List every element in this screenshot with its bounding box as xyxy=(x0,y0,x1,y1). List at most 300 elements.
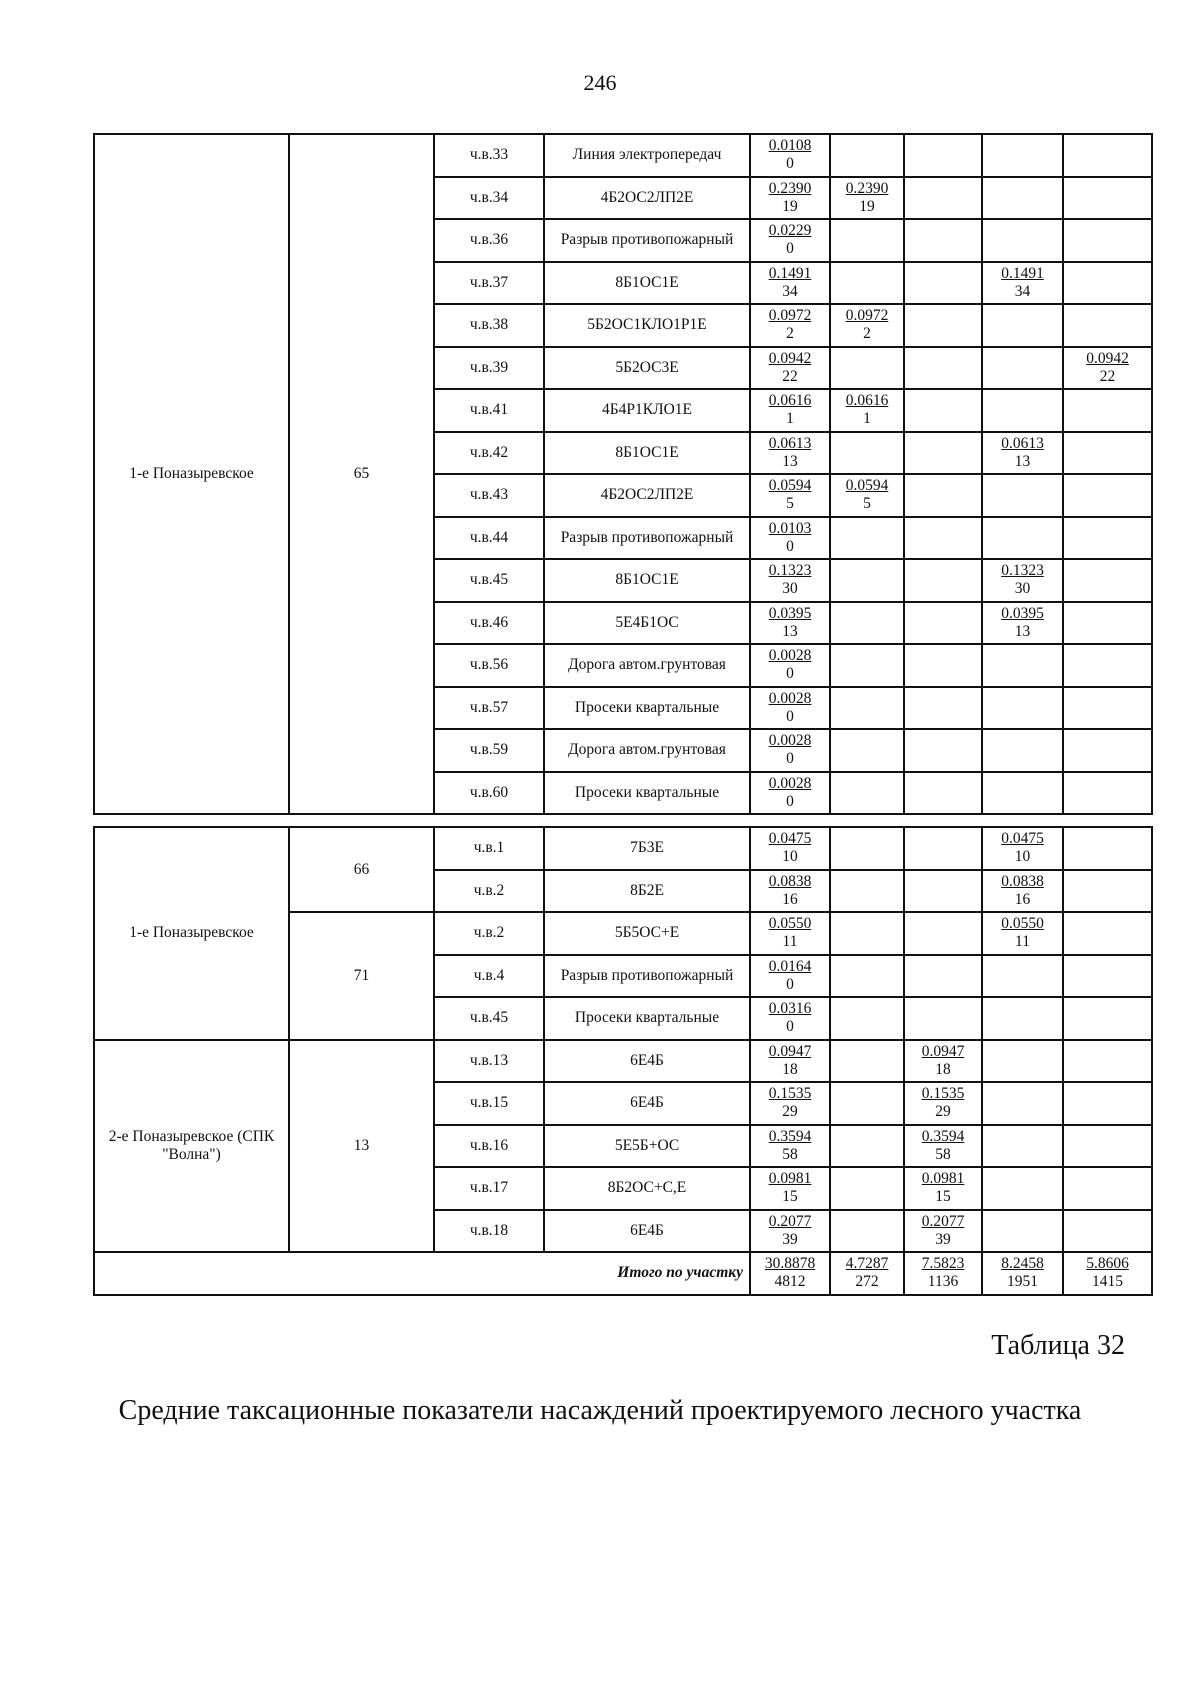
value-cell-3 xyxy=(904,474,982,517)
value-cell-2 xyxy=(830,1167,904,1210)
value-cell-1 xyxy=(750,219,830,262)
area-value: 0.3594 xyxy=(921,1127,965,1145)
area-stock-fraction xyxy=(769,1043,812,1079)
stock-value: 5 xyxy=(786,495,794,513)
unit-cell: ч.в.34 xyxy=(434,177,544,220)
value-cell-5 xyxy=(1063,304,1152,347)
value-cell-5 xyxy=(1063,517,1152,560)
stock-value: 0 xyxy=(786,665,794,683)
value-cell-2 xyxy=(830,997,904,1040)
value-cell-4 xyxy=(982,687,1063,730)
area-value: 0.2390 xyxy=(768,179,812,197)
value-cell-3 xyxy=(904,1040,982,1083)
area-stock-fraction xyxy=(846,392,889,428)
value-cell-2 xyxy=(830,262,904,305)
value-cell-3 xyxy=(904,1210,982,1253)
area-stock-fraction xyxy=(769,520,812,556)
value-cell-3 xyxy=(904,955,982,998)
stock-value: 39 xyxy=(935,1230,951,1248)
value-cell-2 xyxy=(830,870,904,913)
value-cell-2 xyxy=(830,955,904,998)
stock-value: 30 xyxy=(1014,580,1031,598)
composition-cell: 4Б2ОС2ЛП2Е xyxy=(544,177,750,220)
unit-cell: ч.в.42 xyxy=(434,432,544,475)
value-cell-2 xyxy=(830,347,904,390)
value-cell-5 xyxy=(1063,687,1152,730)
composition-cell: 8Б1ОС1Е xyxy=(544,432,750,475)
stock-value: 39 xyxy=(782,1230,798,1248)
composition-cell: Просеки квартальные xyxy=(544,772,750,815)
area-stock-fraction xyxy=(1001,915,1044,951)
quarter-cell: 66 xyxy=(289,827,434,912)
value-cell-4 xyxy=(982,389,1063,432)
stock-value: 22 xyxy=(1099,367,1116,385)
area-value: 0.2077 xyxy=(921,1212,965,1230)
value-cell-5 xyxy=(1063,729,1152,772)
value-cell-3 xyxy=(904,602,982,645)
area-value: 0.2390 xyxy=(845,179,889,197)
value-cell-4 xyxy=(982,517,1063,560)
value-cell-4 xyxy=(982,1040,1063,1083)
area-stock-fraction xyxy=(1086,350,1129,386)
value-cell-2 xyxy=(830,1252,904,1295)
area-value: 0.1535 xyxy=(921,1085,965,1103)
value-cell-4 xyxy=(982,219,1063,262)
area-value: 4.7287 xyxy=(845,1255,889,1273)
area-stock-fraction xyxy=(769,775,812,811)
area-stock-fraction xyxy=(769,180,812,216)
quarter-cell: 71 xyxy=(289,912,434,1040)
area-stock-fraction xyxy=(769,1213,812,1249)
value-cell-4 xyxy=(982,955,1063,998)
stock-value: 5 xyxy=(863,495,871,513)
value-cell-2 xyxy=(830,304,904,347)
area-stock-fraction xyxy=(1001,562,1044,598)
composition-cell: 5Б2ОС1КЛО1Р1Е xyxy=(544,304,750,347)
forestry-cell: 1-е Поназыревское xyxy=(94,827,289,1040)
composition-cell: 5Е5Б+ОС xyxy=(544,1125,750,1168)
composition-cell: Линия электропередач xyxy=(544,134,750,177)
value-cell-1 xyxy=(750,432,830,475)
total-label: Итого по участку xyxy=(94,1252,750,1295)
area-value: 5.8606 xyxy=(1086,1255,1129,1273)
area-stock-fraction xyxy=(769,137,812,173)
value-cell-1 xyxy=(750,134,830,177)
composition-cell: 5Б2ОС3Е xyxy=(544,347,750,390)
value-cell-4 xyxy=(982,602,1063,645)
value-cell-4 xyxy=(982,262,1063,305)
area-stock-fraction xyxy=(769,1128,812,1164)
total-row xyxy=(94,1252,1152,1295)
composition-cell: Дорога автом.грунтовая xyxy=(544,644,750,687)
unit-cell: ч.в.36 xyxy=(434,219,544,262)
composition-cell: Просеки квартальные xyxy=(544,687,750,730)
value-cell-3 xyxy=(904,687,982,730)
composition-cell: Разрыв противопожарный xyxy=(544,219,750,262)
area-value: 0.0028 xyxy=(768,732,812,750)
value-cell-1 xyxy=(750,729,830,772)
stock-value: 2 xyxy=(863,325,871,343)
value-cell-5 xyxy=(1063,474,1152,517)
area-value: 0.0103 xyxy=(768,519,812,537)
value-cell-2 xyxy=(830,912,904,955)
stock-value: 1 xyxy=(786,410,794,428)
stock-value: 34 xyxy=(782,282,798,300)
value-cell-1 xyxy=(750,262,830,305)
composition-cell: 5Б5ОС+Е xyxy=(544,912,750,955)
value-cell-2 xyxy=(830,772,904,815)
stock-value: 18 xyxy=(935,1060,951,1078)
stock-value: 0 xyxy=(786,792,794,810)
area-stock-fraction xyxy=(769,690,812,726)
page-number: 246 xyxy=(583,70,617,95)
value-cell-3 xyxy=(904,517,982,560)
area-stock-fraction xyxy=(769,647,812,683)
value-cell-1 xyxy=(750,347,830,390)
value-cell-3 xyxy=(904,559,982,602)
forestry-cell: 1-е Поназыревское xyxy=(94,134,289,814)
area-value: 0.0594 xyxy=(768,477,812,495)
area-stock-fraction xyxy=(922,1170,965,1206)
value-cell-3 xyxy=(904,1167,982,1210)
value-cell-1 xyxy=(750,602,830,645)
area-stock-fraction xyxy=(769,873,812,909)
value-cell-2 xyxy=(830,602,904,645)
area-stock-fraction xyxy=(846,1255,889,1291)
value-cell-1 xyxy=(750,474,830,517)
area-stock-fraction xyxy=(769,265,812,301)
value-cell-3 xyxy=(904,1125,982,1168)
value-cell-1 xyxy=(750,955,830,998)
value-cell-3 xyxy=(904,134,982,177)
value-cell-3 xyxy=(904,1252,982,1295)
value-cell-5 xyxy=(1063,134,1152,177)
value-cell-4 xyxy=(982,177,1063,220)
value-cell-1 xyxy=(750,772,830,815)
value-cell-1 xyxy=(750,559,830,602)
unit-cell: ч.в.59 xyxy=(434,729,544,772)
area-value: 0.0616 xyxy=(845,392,889,410)
stock-value: 0 xyxy=(786,537,794,555)
area-stock-fraction xyxy=(765,1255,815,1291)
value-cell-5 xyxy=(1063,870,1152,913)
value-cell-3 xyxy=(904,772,982,815)
composition-cell: 6Е4Б xyxy=(544,1210,750,1253)
composition-cell: Разрыв противопожарный xyxy=(544,517,750,560)
value-cell-4 xyxy=(982,347,1063,390)
value-cell-4 xyxy=(982,827,1063,870)
area-stock-fraction xyxy=(846,180,889,216)
value-cell-1 xyxy=(750,304,830,347)
area-stock-fraction xyxy=(769,1000,812,1036)
stock-value: 11 xyxy=(1015,933,1030,951)
value-cell-2 xyxy=(830,389,904,432)
value-cell-5 xyxy=(1063,262,1152,305)
value-cell-5 xyxy=(1063,1210,1152,1253)
value-cell-4 xyxy=(982,559,1063,602)
area-value: 0.3594 xyxy=(768,1127,812,1145)
unit-cell: ч.в.45 xyxy=(434,997,544,1040)
area-stock-fraction xyxy=(846,477,889,513)
value-cell-4 xyxy=(982,1125,1063,1168)
value-cell-3 xyxy=(904,827,982,870)
area-value: 0.0972 xyxy=(845,307,889,325)
composition-cell: 8Б1ОС1Е xyxy=(544,559,750,602)
stock-value: 10 xyxy=(1014,848,1031,866)
area-value: 0.0108 xyxy=(768,137,812,155)
area-value: 0.0028 xyxy=(768,647,812,665)
unit-cell: ч.в.1 xyxy=(434,827,544,870)
value-cell-4 xyxy=(982,432,1063,475)
area-stock-fraction xyxy=(769,350,812,386)
stock-value: 15 xyxy=(935,1188,951,1206)
area-stock-fraction xyxy=(769,958,812,994)
value-cell-4 xyxy=(982,1210,1063,1253)
value-cell-2 xyxy=(830,729,904,772)
area-stock-fraction xyxy=(1001,265,1044,301)
area-stock-fraction xyxy=(769,732,812,768)
value-cell-1 xyxy=(750,177,830,220)
value-cell-4 xyxy=(982,304,1063,347)
area-value: 0.0475 xyxy=(1001,830,1044,848)
value-cell-4 xyxy=(982,1082,1063,1125)
unit-cell: ч.в.57 xyxy=(434,687,544,730)
area-value: 0.1323 xyxy=(1001,562,1044,580)
value-cell-3 xyxy=(904,389,982,432)
section-heading: Средние таксационные показатели насаждений проектируемого лесного участка xyxy=(118,1395,1082,1426)
area-value: 0.0316 xyxy=(768,1000,812,1018)
area-value: 0.0475 xyxy=(768,830,812,848)
composition-cell: Просеки квартальные xyxy=(544,997,750,1040)
area-stock-fraction xyxy=(846,307,889,343)
stock-value: 13 xyxy=(782,452,798,470)
area-stock-fraction xyxy=(1001,1255,1044,1291)
stock-value: 29 xyxy=(935,1103,951,1121)
area-stock-fraction xyxy=(769,830,812,866)
value-cell-3 xyxy=(904,304,982,347)
allocation-table-part-2 xyxy=(93,826,1153,1296)
area-value: 0.0942 xyxy=(768,349,812,367)
composition-cell: Разрыв противопожарный xyxy=(544,955,750,998)
value-cell-2 xyxy=(830,827,904,870)
stock-value: 0 xyxy=(786,240,794,258)
composition-cell: 8Б1ОС1Е xyxy=(544,262,750,305)
area-stock-fraction xyxy=(922,1043,965,1079)
value-cell-2 xyxy=(830,517,904,560)
value-cell-2 xyxy=(830,1210,904,1253)
stock-value: 2 xyxy=(786,325,794,343)
area-stock-fraction xyxy=(1001,435,1044,471)
value-cell-5 xyxy=(1063,912,1152,955)
stock-value: 29 xyxy=(782,1103,798,1121)
unit-cell: ч.в.45 xyxy=(434,559,544,602)
area-value: 0.1491 xyxy=(1001,264,1044,282)
value-cell-4 xyxy=(982,912,1063,955)
area-value: 0.0028 xyxy=(768,689,812,707)
stock-value: 19 xyxy=(859,197,875,215)
composition-cell: 4Б2ОС2ЛП2Е xyxy=(544,474,750,517)
value-cell-1 xyxy=(750,912,830,955)
stock-value: 0 xyxy=(786,975,794,993)
area-value: 30.8878 xyxy=(764,1255,816,1273)
value-cell-3 xyxy=(904,219,982,262)
value-cell-5 xyxy=(1063,559,1152,602)
area-value: 0.0981 xyxy=(768,1170,812,1188)
value-cell-5 xyxy=(1063,827,1152,870)
value-cell-4 xyxy=(982,1252,1063,1295)
composition-cell: 6Е4Б xyxy=(544,1082,750,1125)
value-cell-5 xyxy=(1063,1125,1152,1168)
value-cell-1 xyxy=(750,1040,830,1083)
value-cell-2 xyxy=(830,559,904,602)
value-cell-3 xyxy=(904,1082,982,1125)
unit-cell: ч.в.15 xyxy=(434,1082,544,1125)
value-cell-1 xyxy=(750,687,830,730)
stock-value: 30 xyxy=(782,580,798,598)
area-stock-fraction xyxy=(1001,830,1044,866)
value-cell-1 xyxy=(750,870,830,913)
composition-cell: 4Б4Р1КЛО1Е xyxy=(544,389,750,432)
stock-value: 58 xyxy=(935,1145,951,1163)
area-stock-fraction xyxy=(1001,605,1044,641)
value-cell-1 xyxy=(750,1125,830,1168)
area-stock-fraction xyxy=(769,915,812,951)
unit-cell: ч.в.17 xyxy=(434,1167,544,1210)
table-row xyxy=(94,134,1152,177)
unit-cell: ч.в.4 xyxy=(434,955,544,998)
stock-value: 13 xyxy=(1014,452,1031,470)
stock-value: 15 xyxy=(782,1188,798,1206)
area-value: 0.0947 xyxy=(768,1042,812,1060)
table-row xyxy=(94,1040,1152,1083)
value-cell-5 xyxy=(1063,1252,1152,1295)
value-cell-4 xyxy=(982,729,1063,772)
stock-value: 1 xyxy=(863,410,871,428)
unit-cell: ч.в.13 xyxy=(434,1040,544,1083)
value-cell-4 xyxy=(982,644,1063,687)
area-value: 0.0981 xyxy=(921,1170,965,1188)
area-value: 0.1535 xyxy=(768,1085,812,1103)
value-cell-1 xyxy=(750,1252,830,1295)
stock-value: 0 xyxy=(786,155,794,173)
composition-cell: 7Б3Е xyxy=(544,827,750,870)
unit-cell: ч.в.44 xyxy=(434,517,544,560)
stock-value: 22 xyxy=(782,367,798,385)
area-value: 0.0838 xyxy=(1001,872,1044,890)
value-cell-5 xyxy=(1063,432,1152,475)
area-value: 0.0594 xyxy=(845,477,889,495)
value-cell-5 xyxy=(1063,602,1152,645)
value-cell-3 xyxy=(904,432,982,475)
value-cell-1 xyxy=(750,644,830,687)
stock-value: 0 xyxy=(786,1018,794,1036)
value-cell-2 xyxy=(830,1125,904,1168)
area-value: 0.2077 xyxy=(768,1212,812,1230)
value-cell-3 xyxy=(904,644,982,687)
value-cell-5 xyxy=(1063,177,1152,220)
value-cell-4 xyxy=(982,134,1063,177)
unit-cell: ч.в.60 xyxy=(434,772,544,815)
stock-value: 10 xyxy=(782,848,798,866)
area-stock-fraction xyxy=(769,435,812,471)
stock-value: 34 xyxy=(1014,282,1031,300)
unit-cell: ч.в.2 xyxy=(434,870,544,913)
value-cell-5 xyxy=(1063,389,1152,432)
value-cell-1 xyxy=(750,1210,830,1253)
area-value: 0.0550 xyxy=(768,915,812,933)
area-value: 0.1323 xyxy=(768,562,812,580)
stock-value: 1415 xyxy=(1092,1273,1123,1291)
stock-value: 11 xyxy=(782,933,798,951)
area-value: 0.0613 xyxy=(1001,434,1044,452)
composition-cell: 5Е4Б1ОС xyxy=(544,602,750,645)
unit-cell: ч.в.33 xyxy=(434,134,544,177)
quarter-cell: 13 xyxy=(289,1040,434,1253)
stock-value: 13 xyxy=(782,622,798,640)
area-stock-fraction xyxy=(769,307,812,343)
area-stock-fraction xyxy=(769,1170,812,1206)
area-stock-fraction xyxy=(769,1085,812,1121)
area-value: 0.0613 xyxy=(768,434,812,452)
value-cell-4 xyxy=(982,474,1063,517)
value-cell-2 xyxy=(830,474,904,517)
value-cell-2 xyxy=(830,1040,904,1083)
unit-cell: ч.в.56 xyxy=(434,644,544,687)
area-value: 0.0838 xyxy=(768,872,812,890)
value-cell-3 xyxy=(904,870,982,913)
forestry-cell: 2-е Поназыревское (СПК "Волна") xyxy=(94,1040,289,1253)
unit-cell: ч.в.39 xyxy=(434,347,544,390)
unit-cell: ч.в.41 xyxy=(434,389,544,432)
value-cell-3 xyxy=(904,262,982,305)
value-cell-2 xyxy=(830,1082,904,1125)
area-value: 0.0972 xyxy=(768,307,812,325)
composition-cell: Дорога автом.грунтовая xyxy=(544,729,750,772)
area-value: 0.0028 xyxy=(768,774,812,792)
value-cell-1 xyxy=(750,1082,830,1125)
value-cell-4 xyxy=(982,997,1063,1040)
area-stock-fraction xyxy=(769,222,812,258)
area-stock-fraction xyxy=(769,562,812,598)
stock-value: 18 xyxy=(782,1060,798,1078)
unit-cell: ч.в.2 xyxy=(434,912,544,955)
stock-value: 16 xyxy=(782,890,798,908)
composition-cell: 6Е4Б xyxy=(544,1040,750,1083)
value-cell-5 xyxy=(1063,772,1152,815)
area-stock-fraction xyxy=(769,605,812,641)
value-cell-5 xyxy=(1063,219,1152,262)
stock-value: 0 xyxy=(786,750,794,768)
stock-value: 272 xyxy=(855,1273,879,1291)
composition-cell: 8Б2ОС+С,Е xyxy=(544,1167,750,1210)
area-value: 0.0164 xyxy=(768,957,812,975)
stock-value: 13 xyxy=(1014,622,1031,640)
area-value: 0.0395 xyxy=(1001,604,1044,622)
table-row xyxy=(94,827,1152,870)
value-cell-1 xyxy=(750,1167,830,1210)
value-cell-5 xyxy=(1063,997,1152,1040)
stock-value: 16 xyxy=(1014,890,1031,908)
unit-cell: ч.в.16 xyxy=(434,1125,544,1168)
unit-cell: ч.в.18 xyxy=(434,1210,544,1253)
value-cell-2 xyxy=(830,687,904,730)
value-cell-3 xyxy=(904,729,982,772)
area-value: 7.5823 xyxy=(921,1255,965,1273)
stock-value: 19 xyxy=(782,197,798,215)
value-cell-3 xyxy=(904,177,982,220)
value-cell-5 xyxy=(1063,1040,1152,1083)
unit-cell: ч.в.46 xyxy=(434,602,544,645)
